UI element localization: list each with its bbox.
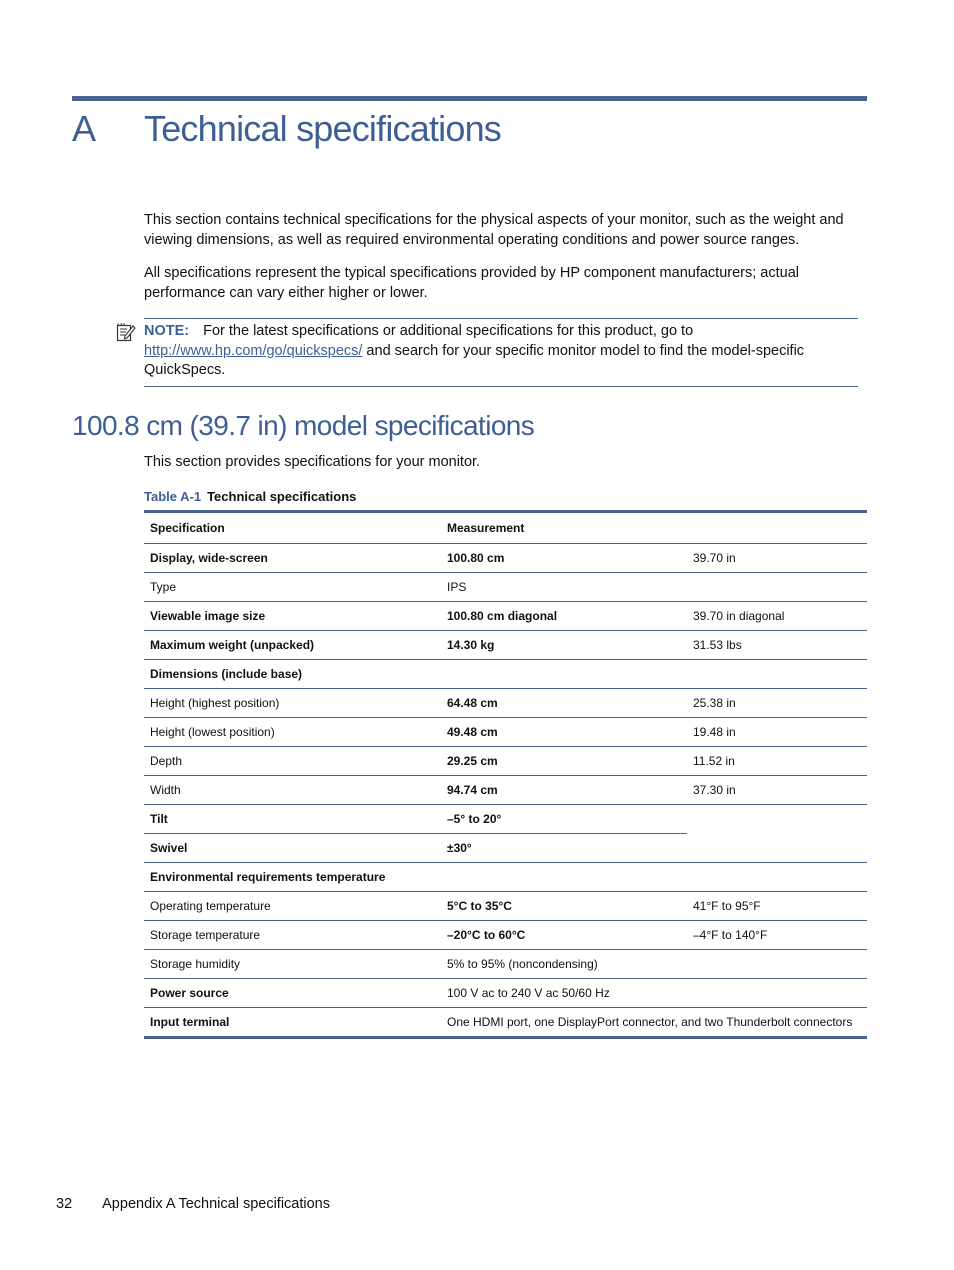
cell-c2: 100 V ac to 240 V ac 50/60 Hz [441, 979, 687, 1008]
cell-c2: One HDMI port, one DisplayPort connector, and two Thunderbolt connectors [441, 1008, 867, 1038]
cell-c1: Depth [144, 747, 441, 776]
cell-c1: Storage humidity [144, 950, 441, 979]
cell-c3: 41°F to 95°F [687, 892, 867, 921]
table-caption [144, 489, 356, 504]
table-row [144, 979, 867, 1008]
table-row [144, 660, 867, 689]
cell-c2: 64.48 cm [441, 689, 687, 718]
cell-c3 [687, 863, 867, 892]
table-row [144, 544, 867, 573]
cell-c1: Operating temperature [144, 892, 441, 921]
cell-c2: IPS [441, 573, 687, 602]
chapter-letter: A [72, 108, 96, 149]
cell-c1: Input terminal [144, 1008, 441, 1038]
cell-c3 [687, 573, 867, 602]
table-row [144, 892, 867, 921]
note-label: NOTE: [144, 323, 190, 339]
table-row [144, 718, 867, 747]
cell-c3: 25.38 in [687, 689, 867, 718]
table-row [144, 1008, 867, 1038]
cell-c1: Environmental requirements temperature [144, 863, 441, 892]
note-box [144, 318, 858, 387]
table-row [144, 863, 867, 892]
cell-c1: Width [144, 776, 441, 805]
cell-c1: Swivel [144, 834, 441, 863]
cell-c2: –5° to 20° [441, 805, 687, 834]
spec-table [144, 510, 867, 1039]
cell-c2 [441, 660, 687, 689]
cell-c1: Dimensions (include base) [144, 660, 441, 689]
table-row [144, 747, 867, 776]
table-row [144, 631, 867, 660]
page-footer [56, 1196, 330, 1212]
cell-c3: 31.53 lbs [687, 631, 867, 660]
cell-c2: –20°C to 60°C [441, 921, 687, 950]
cell-c2: 14.30 kg [441, 631, 687, 660]
header-blank [687, 512, 867, 544]
table-row [144, 573, 867, 602]
cell-c2: 5°C to 35°C [441, 892, 687, 921]
cell-c3 [687, 805, 867, 834]
cell-c2: 94.74 cm [441, 776, 687, 805]
cell-c1: Storage temperature [144, 921, 441, 950]
cell-c3 [687, 660, 867, 689]
table-row [144, 689, 867, 718]
cell-c2: 100.80 cm diagonal [441, 602, 687, 631]
cell-c1: Type [144, 573, 441, 602]
section-title: 100.8 cm (39.7 in) model specifications [72, 410, 535, 441]
cell-c1: Height (lowest position) [144, 718, 441, 747]
page-number: 32 [56, 1196, 73, 1212]
cell-c1: Height (highest position) [144, 689, 441, 718]
footer-text: Appendix A Technical specifications [102, 1196, 330, 1212]
table-row [144, 805, 867, 834]
cell-c2: 100.80 cm [441, 544, 687, 573]
note-text-after: and search for your specific monitor model to find the model-specific QuickSpecs. [144, 342, 805, 378]
cell-c1: Display, wide-screen [144, 544, 441, 573]
quickspecs-link[interactable]: http://www.hp.com/go/quickspecs/ [144, 342, 363, 359]
cell-c1: Tilt [144, 805, 441, 834]
header-specification: Specification [144, 512, 441, 544]
note-text: For the latest specifications or additional specifications for this product, go to [203, 323, 694, 339]
cell-c3: 11.52 in [687, 747, 867, 776]
chapter-rule [72, 96, 867, 101]
cell-c1: Viewable image size [144, 602, 441, 631]
cell-c2: 29.25 cm [441, 747, 687, 776]
cell-c2: 5% to 95% (noncondensing) [441, 950, 687, 979]
cell-c3: –4°F to 140°F [687, 921, 867, 950]
cell-c3: 39.70 in [687, 544, 867, 573]
section-intro: This section provides specifications for your monitor. [144, 454, 481, 470]
cell-c3 [687, 834, 867, 863]
table-row [144, 776, 867, 805]
table-row [144, 602, 867, 631]
cell-c3: 37.30 in [687, 776, 867, 805]
header-measurement: Measurement [441, 512, 687, 544]
table-row [144, 921, 867, 950]
intro-paragraph-2: All specifications represent the typical specifications provided by HP component manufacturers; actual performance can vary either higher or lower. [144, 265, 799, 301]
table-row [144, 834, 867, 863]
cell-c3: 39.70 in diagonal [687, 602, 867, 631]
cell-c1: Power source [144, 979, 441, 1008]
note-pencil-icon [116, 322, 136, 342]
table-caption-label: Table A-1 [144, 489, 202, 504]
cell-c2: ±30° [441, 834, 687, 863]
cell-c3 [687, 979, 867, 1008]
cell-c1: Maximum weight (unpacked) [144, 631, 441, 660]
cell-c3: 19.48 in [687, 718, 867, 747]
cell-c2: 49.48 cm [441, 718, 687, 747]
table-caption-title: Technical specifications [207, 489, 357, 504]
table-header-row [144, 512, 867, 544]
cell-c2 [441, 863, 687, 892]
cell-c3 [687, 950, 867, 979]
chapter-title: Technical specifications [144, 108, 501, 149]
table-row [144, 950, 867, 979]
intro-paragraph-1: This section contains technical specifications for the physical aspects of your monitor, such as the weight and viewing dimensions, as well as required environmental operating conditions and power source ranges. [144, 212, 844, 248]
